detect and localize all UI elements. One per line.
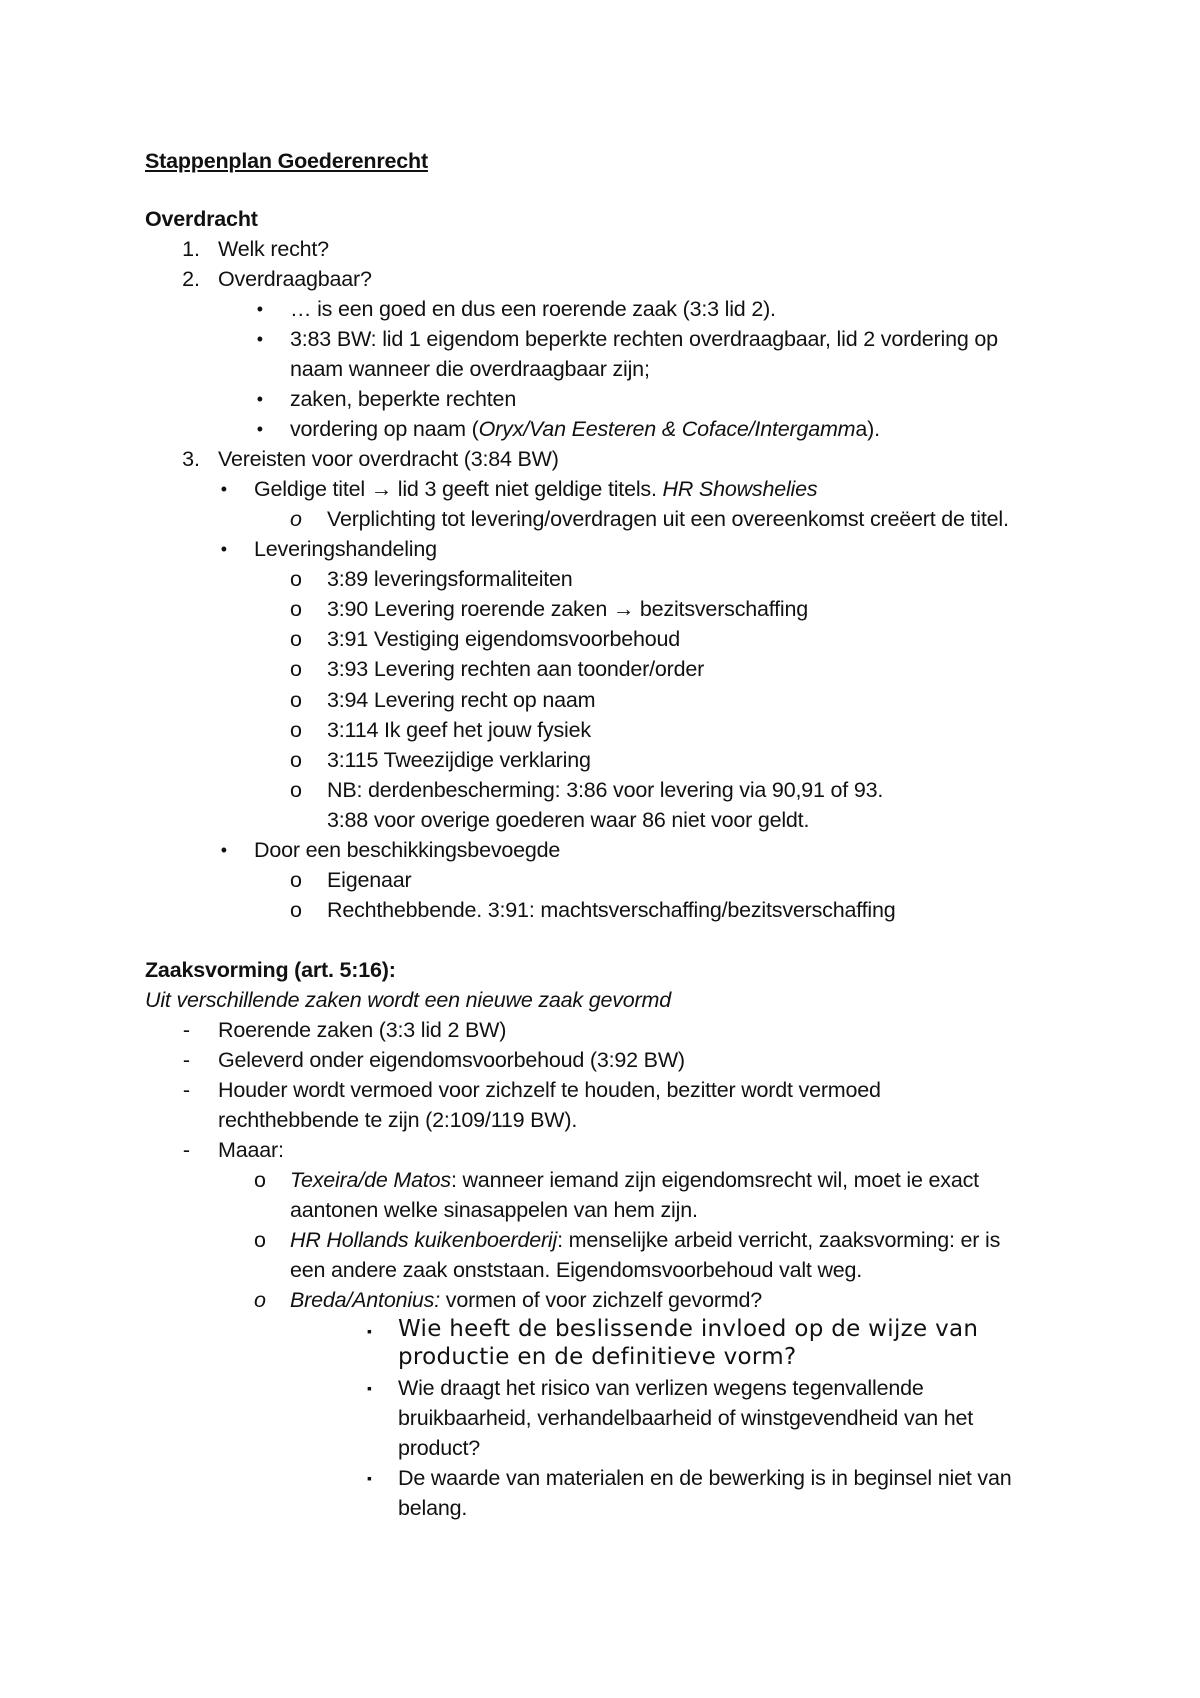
list-item (290, 1285, 762, 1315)
list-item: 3:90 Levering roerende zaken → bezitsverschaffing (327, 597, 809, 621)
list-item: zaken, beperkte rechten (290, 387, 517, 411)
list-item: Leveringshandeling (254, 537, 437, 561)
list-item: Welk recht? (218, 237, 329, 261)
circle-marker: o (290, 507, 302, 531)
circle-marker: o (254, 1288, 266, 1312)
text-span: : menselijke arbeid verricht, zaaksvorming: er is (557, 1228, 1001, 1252)
list-item: 3:89 leveringsformaliteiten (327, 567, 573, 591)
circle-marker: o (254, 1228, 266, 1252)
case-reference: Oryx/Van Eesteren & Coface/Intergamm (478, 417, 856, 441)
bullet-marker: • (256, 419, 263, 439)
list-number: 3. (182, 447, 200, 471)
list-item: Rechthebbende. 3:91: machtsverschaffing/bezitsverschaffing (327, 898, 896, 922)
list-item: Roerende zaken (3:3 lid 2 BW) (218, 1018, 507, 1042)
list-item: NB: derdenbescherming: 3:86 voor levering via 90,91 of 93. (327, 778, 884, 802)
text-span: vormen of voor zichzelf gevormd? (440, 1288, 763, 1312)
section-subtitle: Uit verschillende zaken wordt een nieuwe zaak gevormd (145, 988, 671, 1012)
list-item-continuation: aantonen welke sinasappelen van hem zijn. (290, 1198, 698, 1222)
list-item: Maaar: (218, 1138, 284, 1162)
bullet-marker: • (256, 299, 263, 319)
list-item-continuation: naam wanneer die overdraagbaar zijn; (290, 357, 650, 381)
dash-marker: - (182, 1078, 190, 1102)
square-marker: ▪ (367, 1380, 372, 1396)
circle-marker: o (290, 567, 302, 591)
text-span: a). (855, 417, 880, 441)
list-item (290, 1165, 979, 1195)
list-item: Geleverd onder eigendomsvoorbehoud (3:92 BW) (218, 1048, 685, 1072)
document-title: Stappenplan Goederenrecht (145, 149, 428, 173)
case-reference: HR Showshelies (662, 477, 818, 501)
case-reference: Texeira/de Matos (290, 1168, 451, 1192)
list-item-continuation: productie en de definitieve vorm? (398, 1344, 797, 1370)
circle-marker: o (290, 688, 302, 712)
dash-marker: - (182, 1048, 190, 1072)
list-item: Verplichting tot levering/overdragen uit een overeenkomst creëert de titel. (327, 507, 1009, 531)
list-item: 3:93 Levering rechten aan toonder/order (327, 657, 705, 681)
circle-marker: o (290, 627, 302, 651)
list-number: 2. (182, 267, 200, 291)
dash-marker: - (182, 1018, 190, 1042)
text-span: : wanneer iemand zijn eigendomsrecht wil, moet ie exact (450, 1168, 979, 1192)
list-item-continuation: 3:88 voor overige goederen waar 86 niet voor geldt. (327, 808, 810, 832)
circle-marker: o (290, 868, 302, 892)
list-item: De waarde van materialen en de bewerking is in beginsel niet van (398, 1466, 1012, 1490)
list-item-continuation: bruikbaarheid, verhandelbaarheid of winstgevendheid van het (398, 1406, 974, 1430)
list-item: Overdraagbaar? (218, 267, 372, 291)
list-item: 3:114 Ik geef het jouw fysiek (327, 718, 591, 742)
list-item: 3:94 Levering recht op naam (327, 688, 596, 712)
bullet-marker: • (220, 539, 227, 559)
list-item-continuation: rechthebbende te zijn (2:109/119 BW). (218, 1108, 578, 1132)
list-item-continuation: product? (398, 1436, 481, 1460)
text-span: Geldige titel → lid 3 geeft niet geldige titels. (254, 477, 663, 501)
circle-marker: o (290, 597, 302, 621)
circle-marker: o (290, 657, 302, 681)
bullet-marker: • (220, 479, 227, 499)
list-item (290, 1225, 1000, 1255)
case-reference: HR Hollands kuikenboerderij (290, 1228, 558, 1252)
list-item: Vereisten voor overdracht (3:84 BW) (218, 447, 559, 471)
list-item: Wie draagt het risico van verlizen wegens tegenvallende (398, 1376, 924, 1400)
bullet-marker: • (220, 840, 227, 860)
section-heading-zaaksvorming: Zaaksvorming (art. 5:16): (145, 958, 396, 982)
section-heading-overdracht: Overdracht (145, 207, 258, 231)
list-item: … is een goed en dus een roerende zaak (3:3 lid 2). (290, 297, 776, 321)
list-item-continuation: belang. (398, 1496, 468, 1520)
list-item: 3:91 Vestiging eigendomsvoorbehoud (327, 627, 680, 651)
bullet-marker: • (256, 389, 263, 409)
list-item (254, 474, 817, 504)
list-item-continuation: een andere zaak onststaan. Eigendomsvoorbehoud valt weg. (290, 1258, 863, 1282)
circle-marker: o (290, 778, 302, 802)
circle-marker: o (254, 1168, 266, 1192)
list-item: Eigenaar (327, 868, 412, 892)
square-marker: ▪ (367, 1323, 372, 1339)
list-number: 1. (182, 237, 200, 261)
dash-marker: - (182, 1138, 190, 1162)
circle-marker: o (290, 748, 302, 772)
list-item (290, 414, 880, 444)
list-item: 3:83 BW: lid 1 eigendom beperkte rechten overdraagbaar, lid 2 vordering op (290, 327, 998, 351)
square-marker: ▪ (367, 1470, 372, 1486)
list-item: Door een beschikkingsbevoegde (254, 838, 561, 862)
list-item: 3:115 Tweezijdige verklaring (327, 748, 591, 772)
case-reference: Breda/Antonius: (290, 1288, 440, 1312)
circle-marker: o (290, 718, 302, 742)
list-item: Wie heeft de beslissende invloed op de wijze van (398, 1316, 979, 1342)
bullet-marker: • (256, 329, 263, 349)
list-item: Houder wordt vermoed voor zichzelf te houden, bezitter wordt vermoed (218, 1078, 881, 1102)
text-span: vordering op naam ( (290, 417, 479, 441)
circle-marker: o (290, 898, 302, 922)
